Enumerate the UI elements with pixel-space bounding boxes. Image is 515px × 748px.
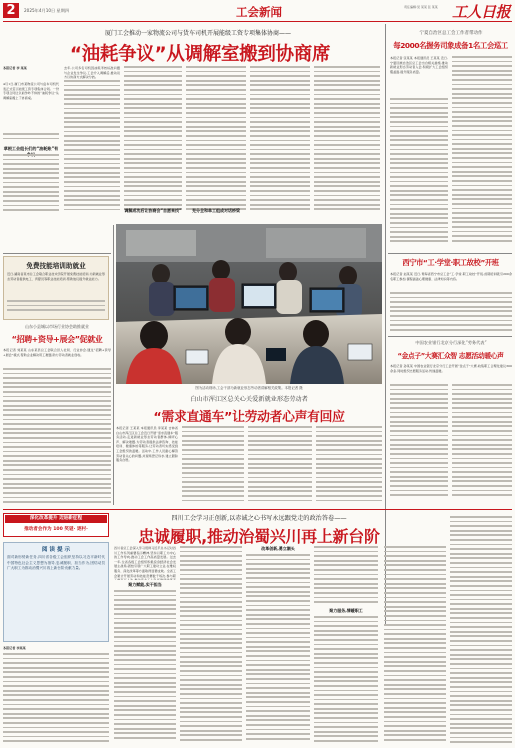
news-photo-workers-at-computers bbox=[116, 224, 382, 384]
right-top-body-1: 本报记者 张某某 本报通讯员 王某某 近日,宁夏回族自治区总工会出台相关措施,推动新就业形态劳动者入会,积极扩大工会组织覆盖面,提升服务质量。 bbox=[390, 56, 448, 74]
photo-article-headline: “需求直通车”让劳动者心声有回应 bbox=[153, 410, 345, 425]
newspaper-logo: 工人日报 bbox=[452, 3, 511, 21]
left-article2-headline: “招聘+资导+展会”促就业 bbox=[11, 335, 103, 344]
right-top-kicker: 宁夏自治区总工会工作者带动作 bbox=[419, 31, 483, 36]
editor-line: 责任编辑:吴 某某 张 某某 bbox=[404, 5, 438, 9]
right-mid-body-2 bbox=[390, 292, 512, 332]
right-top-headline: 每2000名握务司象成备1名工会巡工 bbox=[393, 41, 508, 50]
reading-tips-title: 阅 读 提 示 bbox=[41, 547, 71, 553]
right-top-body-3 bbox=[452, 56, 512, 248]
lead-byline-text: 本报记者 李 某某 bbox=[3, 66, 27, 70]
right-mid2-kicker: 中国农业银行北京分行深化“劳务代表” bbox=[415, 340, 487, 345]
lead-subhead-2: 调解成功后让协商会“自愿来找” bbox=[124, 208, 182, 213]
lead-body-5 bbox=[124, 66, 182, 214]
lead-body-7 bbox=[250, 66, 310, 214]
bottom-body-col5b bbox=[314, 616, 378, 745]
photo-article-body-1: 本报记者 王某某 本报通讯员 李某某 吉林省白山市浑江区总工会近日开展“需求直通车”服务活动,走进新就业形态劳动者群体,倾听心声、解决难题,为劳动者提供法律咨询、技能培训、健康体检等服务,让劳动者切实感受到工会组织的温暖。活动中,工作人员耐心解答劳动者关心的问题,并现场登记诉求,建立跟踪服务台账。 bbox=[116, 426, 178, 463]
bottom-banner: 四川工会学习正创新,以赤诚之心书写永远跟党走的政治答卷—— bbox=[171, 515, 347, 522]
section-title: 工会新闻 bbox=[236, 5, 282, 19]
lead-body-8 bbox=[314, 66, 380, 214]
right-mid-headline: 西宁市“工·学堂·职工故校”开班 bbox=[402, 258, 499, 267]
photo-caption: 图为活动现场,工会干部为新就业形态劳动者讲解相关政策。本报记者 摄 bbox=[195, 386, 303, 390]
lead-body-3: 去年,公司多名司机因油耗考核标准问题与企业发生争议,工会介入调解后,推动双方以协商方式解决分歧。 bbox=[64, 66, 120, 80]
left-article2-body-2 bbox=[3, 368, 111, 504]
bottom-tag-1: 深化改革提升 迈进新征程 bbox=[5, 515, 107, 523]
right-mid-body-1: 本报记者 赵某某 近日,青海省西宁市总工会“工·学堂·职工故校”开班,首期培训吸引200余名职工参加,课程涵盖心理健康、法律知识等内容。 bbox=[390, 272, 512, 281]
bottom-headline: 忠诚履职,推动治蜀兴川再上新台阶 bbox=[138, 527, 380, 546]
photo-article-kicker: 白山市浑江区总关心关爱新就业形态劳动者 bbox=[190, 396, 308, 403]
service-box-title: 免费技能培训助就业 bbox=[26, 262, 86, 270]
photo-article-body-3 bbox=[248, 426, 312, 506]
bottom-body-col2: 四川省总工会深入学习贯彻习近平总书记对四川工作系列重要指示精神,坚持以职工为中心的工作导向,推动工会工作高质量发展。过去一年,全省各级工会组织积极投身经济社会发展主战场,团结引领广大职工建功立业,在维权服务、深化改革等方面取得显著成效。全省工会累计开展劳动和技能竞赛数千场次,参与职 bbox=[114, 546, 176, 578]
right-mid2-body-3 bbox=[452, 384, 512, 500]
bottom-body-col5 bbox=[314, 546, 378, 606]
bottom-subhead-2: 改革创新,勇立潮头 bbox=[261, 546, 295, 551]
photo-article-body-4 bbox=[316, 426, 382, 506]
right-top-divider bbox=[388, 253, 512, 254]
photo-article-body-2 bbox=[182, 426, 244, 506]
right-top-body-2 bbox=[390, 98, 448, 248]
bottom-body-col3 bbox=[180, 546, 242, 745]
service-box-text: 近日,湖南省某市总工会联合职业技术学院开展免费技能培训,为新就业形态劳动者提供电工、育婴员等职业技能培训,帮助他们提升就业能力。 bbox=[7, 272, 105, 281]
lead-kicker: 厦门工会推动一家物流公司与货车司机开展能级工资专项集体协商—— bbox=[104, 30, 291, 37]
bottom-body-col2b bbox=[114, 590, 176, 745]
bottom-byline: 本报记者 李某某 bbox=[3, 646, 26, 650]
lead-body-4 bbox=[64, 80, 120, 214]
left-mid-vert-divider bbox=[113, 225, 114, 505]
right-mid2-headline: “金点子”大赛汇众智 志愿活动暖心声 bbox=[397, 352, 504, 360]
bottom-body-col7 bbox=[450, 516, 512, 745]
page-number-box: 2 bbox=[3, 3, 19, 18]
reading-tips-text: 面对新形势新任务,四川省各级工会组织坚持以习近平新时代中国特色社会主义思想为指导,忠诚履职、担当作为,团结动员广大职工为推动治蜀兴川再上新台阶贡献力量。 bbox=[7, 555, 105, 571]
bottom-tag-2: 推动者会作为 100 奖谜· 逐村· bbox=[24, 527, 88, 532]
lead-subhead-1: 草根工会组长们的“油耗账”有 bbox=[3, 146, 59, 151]
lead-body-1: 4月1日,厦门市某物流公司与货车司机代表正式签订能级工资专项集体合同。一份专项合同让以前争吵不休的“油耗争议”从调解室搬上了协商桌。 bbox=[3, 82, 59, 100]
left-divider bbox=[3, 253, 111, 254]
lead-body-2 bbox=[3, 154, 59, 214]
service-box-text-2 bbox=[7, 300, 105, 316]
bottom-body-col4 bbox=[246, 554, 310, 745]
right-mid2-body-2 bbox=[390, 384, 448, 500]
bottom-section-rule bbox=[3, 509, 512, 510]
left-article2-kicker: 山东小县城以市场行业协会助推就业 bbox=[25, 324, 89, 329]
lead-body-6 bbox=[186, 66, 246, 214]
lead-body-1b bbox=[3, 133, 59, 145]
right-mid-divider bbox=[388, 336, 512, 337]
left-article2-body-1: 本报记者 刘某某 山东某县总工会联合县人社局、行业协会,通过“招聘+资导+展会”模式,帮助企业解决用工难题,助力劳动者就业创收。 bbox=[3, 348, 111, 357]
masthead-rule bbox=[3, 21, 512, 22]
bottom-body-col6 bbox=[384, 546, 446, 745]
bottom-subhead-1: 聚力赋能,实干担当 bbox=[128, 582, 162, 587]
lead-subhead-3: 充分全和单工组成对话桥梁 bbox=[192, 208, 240, 213]
issue-date: 2025年4月10日 星期四 bbox=[24, 8, 70, 13]
lead-headline: “油耗争议”从调解室搬到协商席 bbox=[69, 44, 331, 65]
bottom-body-col1 bbox=[3, 653, 109, 745]
right-mid2-body-1: 本报记者 孙某某 中国农业银行北京分行工会开展“金点子”大赛,收集职工合理化建议300余条,同时组织志愿服务活动,传递温暖。 bbox=[390, 364, 512, 373]
bottom-subhead-3: 聚力服务,情暖职工 bbox=[329, 608, 363, 613]
